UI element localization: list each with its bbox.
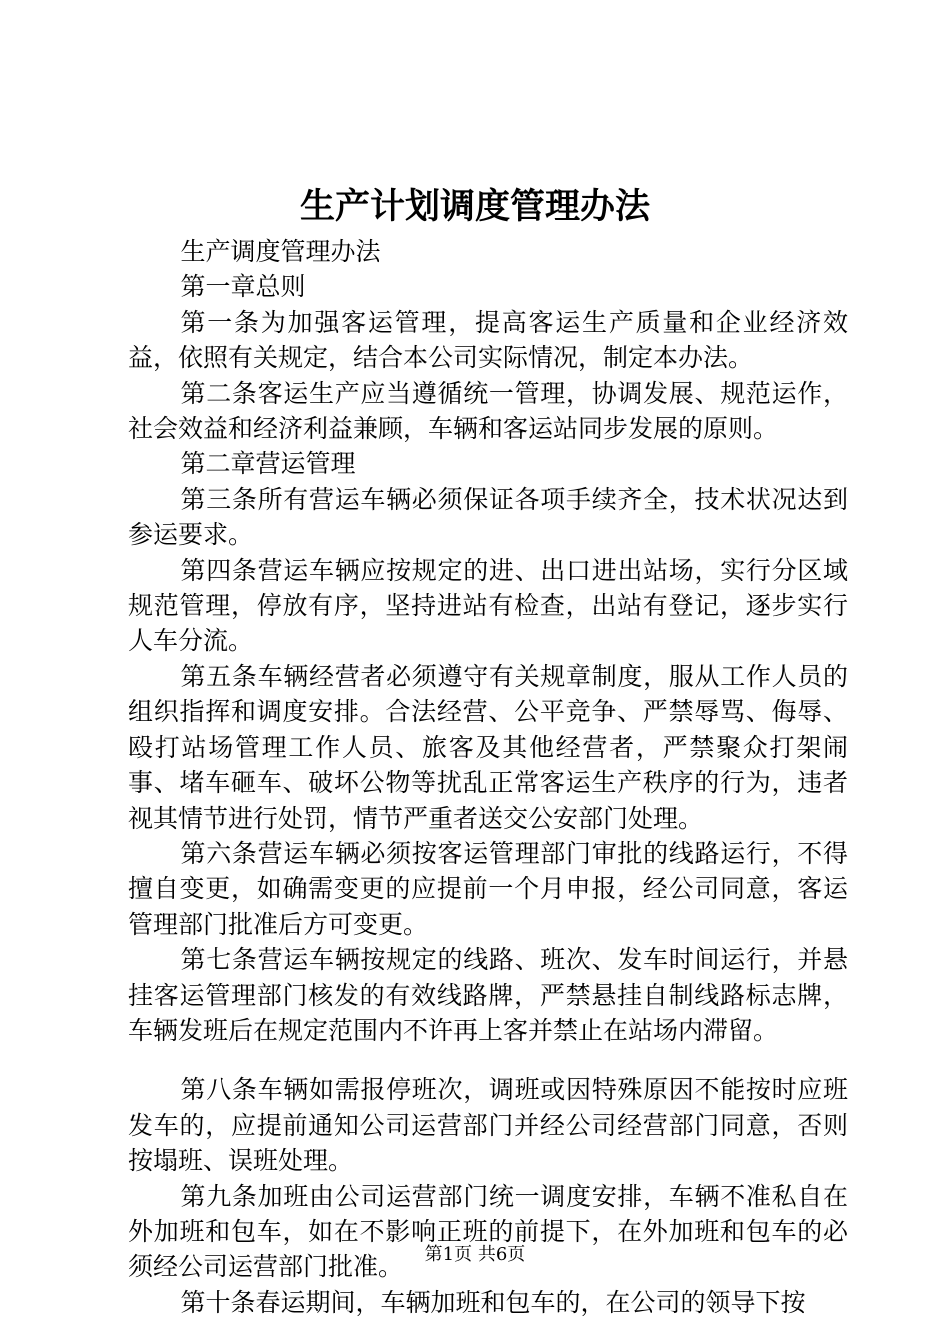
paragraph: 第四条营运车辆应按规定的进、出口进出站场，实行分区域规范管理，停放有序，坚持进站有检查，出站有登记，逐步实行人车分流。 (128, 555, 848, 656)
paragraph: 第一条为加强客运管理，提高客运生产质量和企业经济效益，依照有关规定，结合本公司实际情况，制定本办法。 (128, 307, 848, 373)
chapter-heading: 第一章总则 (180, 272, 306, 302)
document-body (128, 234, 848, 1320)
paragraph: 第七条营运车辆按规定的线路、班次、发车时间运行，并悬挂客运管理部门核发的有效线路牌，严禁悬挂自制线路标志牌，车辆发班后在规定范围内不许再上客并禁止在站场内滞留。 (128, 945, 848, 1045)
paragraph: 生产调度管理办法 (180, 237, 381, 266)
page-number-footer: 第1页 共6页 (424, 1244, 526, 1265)
document-title: 生产计划调度管理办法 (299, 186, 650, 227)
paragraph: 第十条春运期间，车辆加班和包车的，在公司的领导下按 (180, 1287, 806, 1317)
paragraph: 第八条车辆如需报停班次，调班或因特殊原因不能按时应班发车的，应提前通知公司运营部门并经公司经营部门同意，否则按塌班、误班处理。 (128, 1075, 848, 1176)
blank-line (128, 1048, 848, 1072)
chapter-heading: 第二章营运管理 (180, 449, 356, 479)
paragraph: 第九条加班由公司运营部门统一调度安排，车辆不准私自在外加班和包车，如在不影响正班的前提下，在外加班和包车的必须经公司运营部门批准。 (128, 1181, 848, 1282)
paragraph: 第六条营运车辆必须按客运管理部门审批的线路运行，不得擅自变更，如确需变更的应提前一个月申报，经公司同意，客运管理部门批准后方可变更。 (128, 838, 848, 939)
paragraph: 第三条所有营运车辆必须保证各项手续齐全，技术状况达到参运要求。 (128, 484, 848, 550)
paragraph: 第五条车辆经营者必须遵守有关规章制度，服从工作人员的组织指挥和调度安排。合法经营、公平竞争、严禁辱骂、侮辱、殴打站场管理工作人员、旅客及其他经营者，严禁聚众打架闹事、堵车砸车、破坏公物等扰乱正常客运生产秩序的行为，违者视其情节进行处罚，情节严重者送交公安部门处理。 (128, 661, 848, 833)
paragraph: 第二条客运生产应当遵循统一管理，协调发展、规范运作，社会效益和经济利益兼顾，车辆和客运站同步发展的原则。 (128, 378, 848, 444)
